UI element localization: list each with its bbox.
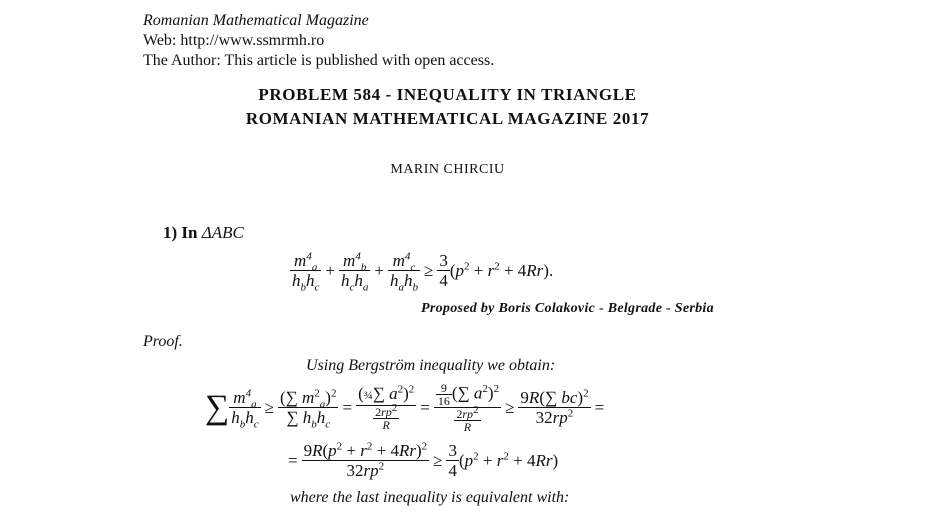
term-a: $\frac{m^4_a}{h_bh_c}$ — [292, 250, 320, 294]
term-c: $\frac{m^4_c}{h_ah_b}$ — [389, 250, 418, 294]
proof-chain-line-2: = $\frac{9R(p^2 + r^2 + 4Rr)^2}{32rp^2}$ ≥ $\frac{3}{4}$ $(p^2 + r^2 + 4Rr)$ — [288, 440, 559, 480]
journal-web: Web: http://www.ssmrmh.ro — [143, 32, 325, 49]
chain-term-4: $\frac{9}{16}$ (∑ $a^2)^2$ $\frac{2rp^2}{R}$ — [434, 382, 501, 433]
three-quarters: $\frac{3}{4}$ — [439, 251, 448, 290]
title-line-2: ROMANIAN MATHEMATICAL MAGAZINE 2017 — [245, 109, 650, 128]
access-note: The Author: This article is published with open access. — [143, 52, 495, 69]
rhs-expression: $(p^2 + r^2 + 4Rr)$. — [449, 259, 554, 280]
problem-inequality: $\frac{m^4_a}{h_bh_c}$ + $\frac{m^4_b}{h_ch_a}$ + $\frac{m^4_c}{h_ah_b}$ ≥ $\frac{3}{4}$ $(p^2 + r^2 + 4Rr)$. — [292, 250, 554, 294]
chain-term-1: $\frac{m^4_a}{h_bh_c}$ — [231, 387, 259, 431]
proposed-by: Proposed by Boris Colakovic - Belgrade - Serbia — [421, 301, 714, 316]
chain-term-2: $\frac{(\sum m^2_a)^2}{\sum h_bh_c}$ — [279, 387, 337, 431]
proof-intro: Using Bergström inequality we obtain: — [306, 357, 556, 374]
triangle-label: ΔABC — [201, 223, 244, 242]
chain-term-6: $\frac{9R(p^2 + r^2 + 4Rr)^2}{32rp^2}$ — [303, 440, 428, 480]
problem-label: 1) In — [163, 223, 198, 242]
term-b: $\frac{m^4_b}{h_ch_a}$ — [340, 250, 369, 294]
three-quarters-2: $\frac{3}{4}$ — [448, 441, 457, 480]
title-line-1: PROBLEM 584 - INEQUALITY IN TRIANGLE — [258, 85, 637, 104]
author-name: MARIN CHIRCIU — [390, 162, 505, 177]
chain-term-5: $\frac{9R(\sum bc)^2}{32rp^2}$ — [520, 387, 589, 427]
proof-outro: where the last inequality is equivalent with: — [290, 489, 570, 506]
proof-label: Proof. — [143, 333, 183, 350]
problem-heading — [163, 223, 244, 243]
journal-name: Romanian Mathematical Magazine — [143, 12, 369, 29]
proof-chain-line-1: ∑ $\frac{m^4_a}{h_bh_c}$ ≥ $\frac{(\sum m^2_a)^2}{\sum h_bh_c}$ = $\frac{(\frac{3}{4}\sum a^2)^2}{\frac{2rp^2}{R}}$ = $\frac{9}{16}$ (∑ $a^2)^2$ $\frac{2rp^2}{R}$ ≥ $\frac{9R(\sum bc)^2}{32rp^2}$ = — [205, 381, 605, 434]
chain-term-3: $\frac{(\frac{3}{4}\sum a^2)^2}{\frac{2rp^2}{R}}$ — [358, 383, 415, 432]
